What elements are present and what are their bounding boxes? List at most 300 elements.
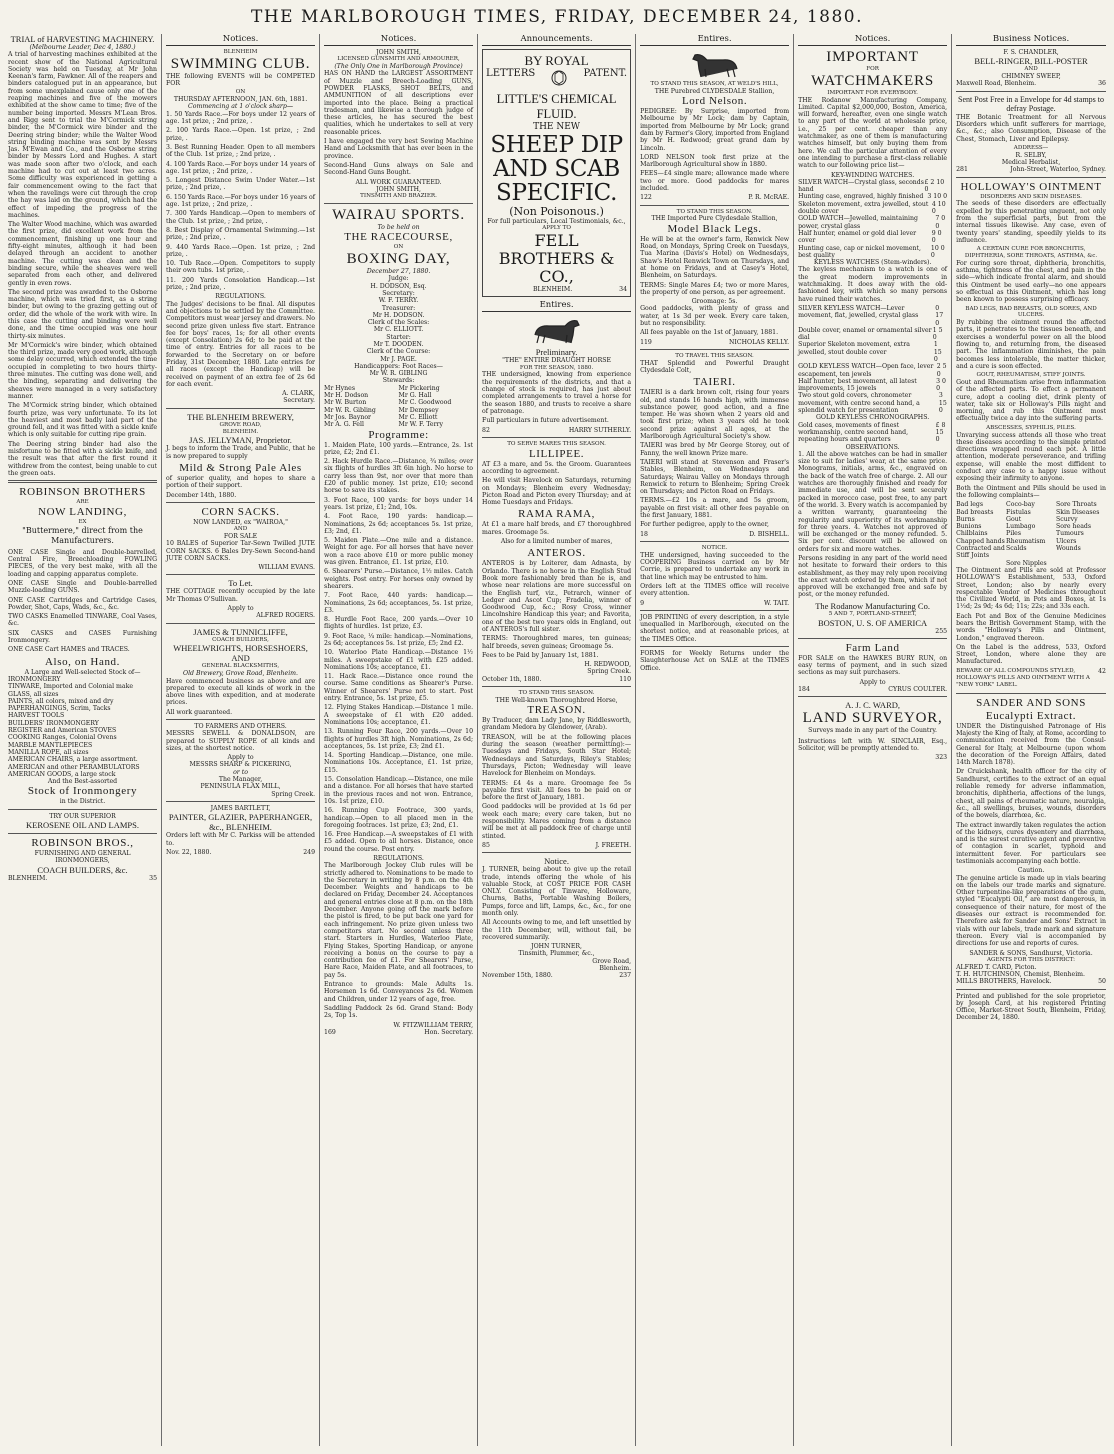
- taieri-text-3: TAIERI will stand at Stevenson and Fraser's Stables, Blenheim, on Wednesdays and Saturdays; Wairau Valley on Mondays through Renwick to return to Blenheim; Spring Creek on Thursdays; and Picton Road on Fridays.: [640, 458, 790, 496]
- stock-item: COOKING Ranges, Colonial Ovens: [8, 734, 117, 742]
- starter-label: Starter:: [386, 333, 411, 341]
- selby: R. SELBY,: [1015, 151, 1047, 159]
- complaint: Bad legs: [956, 501, 984, 509]
- price-row: [798, 179, 947, 194]
- rama-text: At £1 a mare half breds, and £7 thoroughbred mares. Groomage 5s.: [482, 521, 632, 536]
- maxwell-road: Maxwell Road, Blenheim.: [956, 80, 1037, 88]
- cure-text: For curing sore throat, diphtheria, bronchitis, asthma, tightness of the chest, and pain in the side—which indicate frontal alarm, and should this Ointment be used early—no one appears so effectual as this Ointment, which has long been known to possess surprising efficacy.: [956, 259, 1106, 304]
- price-value: 1 15 0: [933, 341, 942, 363]
- patronage-text: UNDER the Distinguished Patronage of His Majesty the King of Italy, at Rome, according to communication received from the Consul-General for Italy, at Melbourne (upon whom the decoration of the Foreign Affairs, dated 14th March 1878).: [956, 722, 1106, 767]
- sheep-dip-title: SHEEP DIP AND SCAB SPECIFIC.: [490, 132, 623, 206]
- agent: T. H. HUTCHINSON, Chemist, Blenheim.: [956, 970, 1086, 978]
- corn-seller: WILLIAM EVANS.: [258, 564, 316, 572]
- swim-event: 8. Best Display of Ornamental Swimming.—1st prize, ; 2nd prize, .: [166, 226, 316, 242]
- secondhand-text: Second-Hand Guns always on Sale and Second-Hand Guns Bought.: [324, 161, 474, 177]
- horse-icon: [527, 315, 587, 345]
- complaint: Sore Throats: [1056, 501, 1097, 509]
- judge-name: H. DODSON, Esq.: [370, 282, 427, 290]
- smith-name: JOHN SMITH,: [376, 49, 421, 56]
- model-black-legs-title: Model Black Legs.: [667, 222, 762, 235]
- complaint: Contracted and Stiff Joints: [956, 545, 1005, 560]
- turner-trade: Tinsmith, Plummer, &c.,: [518, 950, 595, 958]
- swim-intro: THE following EVENTS will be COMPETED FOR: [166, 72, 316, 88]
- john-street: John-Street, Waterloo, Sydney.: [1010, 166, 1106, 174]
- fell-advertisement: [482, 49, 631, 297]
- ales-heading: Mild & Strong Pale Ales: [179, 461, 302, 474]
- swim-event: 9. 440 Yards Race.—Open. 1st prize, ; 2nd prize, .: [166, 243, 316, 258]
- brewery-proprietor: JAS. JELLYMAN, Proprietor.: [189, 435, 292, 446]
- ad-number: 35: [149, 874, 158, 882]
- regulations-heading: REGULATIONS.: [373, 855, 424, 862]
- farmers-heading: TO FARMERS AND OTHERS.: [194, 722, 287, 730]
- race-item: 13. Running Four Race, 200 yards.—Over 10 flights of hurdles 3ft high. Nominations, 2s 6d; acceptances, 5s. 1st prize, £3; 2nd £1.: [324, 728, 474, 750]
- beware-text: BEWARE OF ALL COMPOUNDS STYLED, HOLLOWAY'S PILLS AND OINTMENT WITH A "NEW YORK" LABEL.: [956, 667, 1090, 689]
- orders-text: Orders left with Mr C. Parkiss will be attended to.: [166, 832, 316, 847]
- bell-ringer: BELL-RINGER, BILL-POSTER: [974, 56, 1088, 67]
- corn-text: 10 BALES of Superior Tar-Sewn Twilled JUTE CORN SACKS. 6 Bales Dry-Sewn Second-hand JUTE CORN SACKS.: [166, 540, 316, 562]
- complaint: Chilblains: [956, 530, 988, 538]
- surveys: Surveys made in any part of the Country.: [808, 727, 938, 735]
- column-heading: Entires.: [640, 34, 789, 46]
- price-item: GOLD WATCH—Jewelled, maintaining power, crystal glass: [798, 215, 918, 230]
- imported: THE Imported Pure Clydesdale Stallion,: [651, 215, 778, 223]
- the-entire: "THE" ENTIRE DRAUGHT HORSE: [502, 357, 612, 365]
- royal-arms-icon: [546, 68, 572, 92]
- race-item: 7. Foot Race, 440 yards: handicap.—Nominations, 2s 6d; acceptances, 5s. 1st prize, £3.: [324, 592, 474, 614]
- label-text: On the Label is the address, 533, Oxford Street, London, where alone they are Manufactured.: [956, 643, 1106, 666]
- rama-text-2: Also for a limited number of mares,: [500, 538, 613, 546]
- signature-title: Secretary.: [283, 397, 316, 405]
- blacksmiths: GENERAL BLACKSMITHS,: [201, 663, 280, 670]
- programme-heading: Programme:: [368, 428, 429, 441]
- treason-title: TREASON.: [527, 704, 586, 717]
- race-item: 12. Flying Stakes Handicap.—Distance 1 mile. A sweepstake of £1 with £20 added. Nominations 10s; acceptance, £1.: [324, 704, 474, 726]
- swim-date: THURSDAY AFTERNOON, JAN. 6th, 1881.: [173, 96, 308, 104]
- stock-item: REGISTER and American STOVES: [8, 727, 117, 735]
- race-item: 16. Free Handicap.—A sweepstakes of £1 with £5 added. Open to all horses. Distance, once round the course. Post entry.: [324, 831, 474, 853]
- handicappers-label: Handicappers: Foot Races—: [354, 362, 443, 370]
- date: October 1th, 1880.: [482, 675, 542, 683]
- stand-heading: TO STAND THIS SEASON.: [518, 690, 595, 697]
- swim-event: 2. 100 Yards Race.—Open. 1st prize, ; 2nd prize, .: [166, 127, 316, 142]
- swim-event: 4. 100 Yards Race.—For boys under 14 years of age. 1st prize, ; 2nd prize, .: [166, 160, 316, 175]
- taieri-title: TAIERI.: [693, 376, 736, 389]
- price-value: 0 17 0: [935, 304, 944, 327]
- steward: Mr Pickering: [398, 384, 440, 392]
- robinson-ex: EX: [78, 519, 87, 526]
- complaint: Sore heads: [1056, 523, 1092, 531]
- stock-item: AMERICAN CHAIRS, a large assortment.: [8, 756, 138, 764]
- corn-landed: NOW LANDED, ex "WAIROA,": [193, 518, 288, 526]
- bartlett-name: JAMES BARTLETT,: [210, 804, 271, 812]
- race-item: 14. Sporting Handicap.—Distance, one mile. Nominations 10s. Acceptance, £1. 1st prize, £15.: [324, 752, 474, 774]
- taieri-pedigree: For further pedigree, apply to the owner,: [640, 521, 769, 529]
- chandler: F. S. CHANDLER,: [1003, 49, 1059, 56]
- price-item: Half hunter, best movement, all latest improvements, 15 jewels: [798, 377, 917, 393]
- notice-heading: Notice.: [544, 856, 569, 867]
- entrance-fees: Entrance to grounds: Male Adults 1s. Horsemen 1s 6d. Conveyances 2s 6d. Women and Children, under 12 years of age, free.: [324, 981, 474, 1003]
- address-label: ADDRESS—: [1013, 144, 1049, 151]
- apply-to: Apply to: [227, 605, 254, 613]
- price-value: 1 5 0: [932, 326, 943, 342]
- race-item: 10. Waterloo Plate Handicap.—Distance 1½ miles. A sweepstake of £1 with £25 added. Nominations 10s; acceptance, £1.: [324, 649, 474, 671]
- price-row: [798, 201, 947, 216]
- column-3: [320, 34, 478, 1446]
- gout-heading: GOUT, RHEUMATISM, STIFF JOINTS.: [976, 372, 1086, 379]
- groomage: Groomage: 5s.: [691, 298, 738, 306]
- starter-name: Mr T. DOODEN.: [373, 341, 424, 348]
- article-title: TRIAL of HARVESTING MACHINERY.: [10, 34, 155, 44]
- coachbuilder-trade: COACH BUILDERS,: [212, 636, 269, 643]
- cure-heading: A CERTAIN CURE FOR BRONCHITIS, DIPHTHERIA, SORE THROATS, ASTHMA, &c.: [964, 246, 1098, 259]
- taieri-terms: TERMS.—£2 10s a mare, and 5s groom, payable on first visit: all other fees payable on the first January, 1881.: [640, 497, 790, 520]
- apply-label: APPLY TO: [542, 225, 571, 232]
- anteros-text: ANTEROS is by Loiterer, dam Adnasta, by Orlando. There is no horse in the English Stud Book more fashionably bred than he is, and whose near relations are more successful on the English turf, viz., Petrarch, winner of Ledger and Ascot Cup; Fradelia, winner of Goodwood Cup, &c.; Rosy Cross, winner Lincolnshire Handicap this year; and Favorita, one of the best two years olds in England, out of ANTEROS's full sister.: [482, 560, 632, 633]
- treasurer-name: Mr H. DODSON.: [372, 311, 425, 319]
- price-value: 2 5 0: [936, 363, 947, 378]
- price-value: 10 0 0: [930, 244, 945, 259]
- robinson-item: SIX CASKS and CASES Furnishing Ironmongery.: [8, 629, 158, 645]
- article-paragraph: The Walter Wood machine, which was awarded the first prize, did excellent work from the commencement, finishing up one hour and fifty-eight minutes, although it had been delayed through an accident to another machine. The cutting was clean and the binding secure, while the sheaves were well separated from each other, and delivered gently in even rows.: [8, 221, 158, 287]
- stock-item: MARBLE MANTLEPIECES: [8, 741, 93, 749]
- stock-item: AMERICAN and other PERAMBULATORS: [8, 763, 140, 771]
- terry-signature: W. FITZWILLIAM TERRY,: [393, 1021, 474, 1029]
- wairau-title: WAIRAU SPORTS.: [332, 206, 465, 223]
- masthead: THE MARLBOROUGH TIMES, FRIDAY, DECEMBER 24, 1880.: [250, 7, 864, 27]
- forms: FORMS for Weekly Returns under the Slaughterhouse Act on SALE at the TIMES Office.: [640, 650, 790, 672]
- corn-sacks-title: CORN SACKS.: [201, 505, 280, 518]
- important: IMPORTANT: [826, 49, 919, 65]
- robinson-landing: NOW LANDING,: [38, 506, 127, 519]
- stock-item: PAPERHANGINGS, Scrim, Tacks: [8, 705, 111, 713]
- complaint: Burns: [956, 515, 975, 523]
- ad-number: 169: [324, 1028, 336, 1036]
- particulars: For full particulars, Local Testimonials, &c.,: [487, 218, 626, 225]
- splendid: THAT Splendid and Powerful Draught Clydesdale Colt,: [640, 359, 790, 374]
- serve-heading: TO SERVE MARES THIS SEASON.: [507, 440, 606, 447]
- ad-number: 119: [640, 338, 652, 346]
- model-terms: TERMS: Single Mares £4; two or more Mares, the property of one person, as per agreement.: [640, 281, 790, 296]
- watchmakers: WATCHMAKERS: [811, 72, 935, 89]
- turner-text-2: All Accounts owing to me, and left unsettled by the 11th December, will, without fail, be recovered summarily.: [482, 919, 632, 941]
- cottage-text: THE COTTAGE recently occupied by the late Mr Thomas O'Sullivan.: [166, 588, 316, 603]
- steward: Mr H. Dodson: [324, 392, 369, 400]
- in-district: in the District.: [59, 798, 106, 806]
- robinson-place: BLENHEIM.: [8, 874, 48, 882]
- sewell-text: MESSRS SEWELL & DONALDSON, are prepared to SUPPLY ROPE of all kinds and sizes, at the shortest notice.: [166, 730, 316, 752]
- painter: PAINTER, GLAZIER, PAPERHANGER, &c., BLENHEIM.: [168, 812, 313, 833]
- rama-title: RAMA RAMA,: [518, 508, 595, 521]
- swim-event: 6. 150 Yards Race.—For boys under 16 years of age. 1st prize, ; 2nd prize, .: [166, 193, 316, 209]
- swim-commencing: Commencing at 1 o'clock sharp—: [188, 103, 294, 111]
- brewery-road: GROVE ROAD,: [219, 421, 262, 428]
- steward: Mr G. Hall: [398, 392, 432, 400]
- steward: Mr W. R. Gibling: [324, 406, 376, 414]
- race-item: 6. Shearers' Purse.—Distance, 1½ miles. Catch weights. Post entry. For horses only owned by shearers.: [324, 568, 474, 590]
- extract-text: The extract inwardly taken regulates the action of the kidneys, cures dysentery and diarrhœa, and is the surest curative agent and preventive of contagion in scarlet, typhoid and intermittent fever. For particulars see testimonials accompanying each bottle.: [956, 821, 1106, 865]
- price-item: SILVER KEYLESS WATCH—Lever movement, flat, jewelled, crystal glass: [798, 304, 919, 320]
- swim-event: 3. Best Running Header. Open to all members of the Club. 1st prize, ; 2nd prize, .: [166, 143, 316, 159]
- clerk-label: Clerk of the Scales:: [367, 319, 430, 327]
- tinsmith: TINSMITH AND BRAZIER.: [360, 193, 437, 200]
- race-item: 4. Foot Race, 190 yards: handicap.—Nominations, 2s 6d; acceptances 5s. 1st prize, £3; 2nd, £1.: [324, 513, 474, 535]
- robinson-item: ONE CASE Cartridges and Cartridge Cases, Powder, Shot, Caps, Wads, &c., &c.: [8, 596, 158, 611]
- taieri-text-2: TAIERI was bred by Mr George Storey, out of Fanny, the well known Prize mare.: [640, 442, 790, 457]
- sharp-pickering: MESSRS SHARP & PICKERING,: [189, 761, 292, 769]
- brewery-title: THE BLENHEIM BREWERY,: [187, 411, 294, 422]
- ad-number: 82: [482, 426, 490, 434]
- ward-name: A. J. C. WARD,: [845, 700, 901, 711]
- steward: Mr W. Burton: [324, 399, 367, 407]
- furnishing: FURNISHING AND GENERAL IRONMONGERS,: [34, 850, 131, 865]
- stewards-label: Stewards:: [382, 377, 415, 385]
- non-poisonous: (Non Poisonous.): [509, 205, 604, 218]
- assortment: And the Best-assorted: [47, 778, 118, 786]
- complaint: Bad breasts: [956, 508, 994, 516]
- clerk-name: Mr C. ELLIOTT.: [373, 326, 424, 334]
- complaint: Lumbago: [1006, 523, 1036, 531]
- by-royal: BY ROYAL: [524, 53, 589, 68]
- manager: The Manager,: [218, 776, 263, 784]
- ad-number: 50: [1098, 978, 1106, 986]
- lord-nelson-title: Lord Nelson.: [681, 95, 748, 108]
- stock-item: GLASS, all sizes: [8, 690, 59, 698]
- well-known: THE Well-known Thoroughbred Horse,: [495, 696, 618, 704]
- stand-heading-2: TO STAND THIS SEASON.: [676, 208, 753, 215]
- job-printing: JOB PRINTING of every description, in a style unequalled in Marlborough, executed on the shortest notice, and at reasonable prices, at the TIMES Office.: [640, 613, 790, 643]
- spring-creek: Spring Creek.: [587, 668, 632, 676]
- letters: LETTERS: [486, 68, 536, 79]
- race-item: 5. Maiden Plate.—One mile and a distance. Weight for age. For all horses that have never won a race above £10 or more public money was given. Entrance, £1. 1st prize, £10.: [324, 537, 474, 567]
- regulations-heading: REGULATIONS.: [215, 293, 266, 301]
- regulations-text: The Judges' decisions to be final. All disputes and objections to be settled by the Committee. Competitors must wear jersey and drawers. No second prize given unless five start. Entrance fee for boys' races, 1s; for all other events (except Consolation) 2s 6d; to be paid at the time of entry. Entries for all races to be forwarded to the Secretary on or before Friday, 31st December, 1880. Late entries for all races (except the Handicap) will be received on payment of an extra fee of 2s 6d for each event.: [166, 300, 316, 388]
- saddling-fees: Saddling Paddock 2s 6d. Grand Stand: Body 2s, Top 1s.: [324, 1004, 474, 1020]
- eucalypti-title: Eucalypti Extract.: [985, 709, 1077, 722]
- bad-legs-heading: BAD LEGS, BAD BREASTS, OLD SORES, AND ULCERS.: [965, 305, 1097, 319]
- race-item: 15. Consolation Handicap.—Distance, one mile and a distance. For all horses that have started in the previous races and not won. Entrance, 10s. 1st prize, £10.: [324, 776, 474, 805]
- complaint: Rheumatism: [1006, 537, 1046, 545]
- nelson-text: LORD NELSON took first prize at the Marlborough Agricultural show in 1880.: [640, 153, 790, 169]
- wheelwrights: WHEELWRIGHTS, HORSESHOERS, AND: [173, 643, 308, 664]
- racecourse: THE RACECOURSE,: [344, 231, 453, 244]
- race-item: 16. Running Cup Footrace, 300 yards, handicap.—Open to all placed men in the foregoing footraces. 1st prize, £3; 2nd, £1.: [324, 807, 474, 829]
- coach-builders: COACH BUILDERS, &c.: [37, 864, 128, 875]
- race-item: 11. Hack Race.—Distance once round the course. Same conditions as Shearer's Purse. Winner of Shearers' Purse not to start. Post entry. Entrance, 5s. 1st prize, £5.: [324, 673, 474, 703]
- price-row: [798, 363, 947, 378]
- robinson-are: ARE: [76, 499, 89, 506]
- brewery-town: BLENHEIM.: [222, 428, 259, 435]
- complaint: Piles: [1006, 530, 1022, 538]
- observations-heading: OBSERVATIONS.: [845, 443, 900, 451]
- gunsmith: LICENSED GUNSMITH AND ARMOURER,: [337, 56, 460, 63]
- column-heading: Business Notices.: [956, 34, 1106, 46]
- taieri-text: TAIERI is a dark brown colt, rising four years old, and stands 16 hands high, with immense substance power, good action, and a fine temper. He was shown when 2 years old and took first prize; when 3 years old he took second prize against all ages, at the Marlborough Agricultural Society's show.: [640, 389, 790, 441]
- column-2: [162, 34, 320, 1446]
- patent: PATENT.: [583, 68, 628, 79]
- to-let-title: To Let.: [228, 578, 253, 589]
- sutherly: HARRY SUTHERLY.: [568, 426, 632, 434]
- disorders-heading: DISORDERS AND SKIN DISEASES.: [980, 193, 1082, 200]
- complaint: Scalds: [1006, 545, 1027, 553]
- article-paragraph: The M'Cormick string binder, which obtained fourth prize, was very unfortunate. To its lot the heaviest and most badly laid part of the ground fell, and it was fitted with a sickle knife which is only suitable for cutting ripe grain.: [8, 402, 158, 439]
- observations-text: 1. All the above watches can be had in smaller size to suit for ladies' wear, at the same price. Monograms, initials, arms, &c., engraved on the back of the watch free of charge. 2. All our watches are thoroughly finished and ready for immediate use, and will be sent securely packed in morocco case, post free, to any part of the world. 3. Every watch is accompanied by a written warranty, guaranteeing the regularity and superiority of its workmanship for three years. 4. Watches not approved of will be exchanged or the money refunded. 5. Six per cent. discount will be allowed on orders for six and more watches.: [798, 450, 948, 553]
- price-item: Superior Skeleton movement, extra jewelled, stout double cover: [798, 341, 910, 356]
- smith-name-2: JOHN SMITH,: [376, 185, 421, 193]
- robinson-ship: "Buttermere," direct from the Manufacturers.: [22, 525, 143, 545]
- holloway-title: HOLLOWAY'S OINTMENT: [960, 180, 1102, 193]
- brewery-date: December 14th, 1880.: [166, 491, 237, 499]
- model-text: He will be at the owner's farm, Renwick New Road, on Mondays, Spring Creek on Tuesdays, Tua Marina (Davis's Hotel) on Wednesdays, Shaw's Hotel Renwick Town on Thursdays, and at home on Fridays, and at Casey's Hotel, Blenheim, on Saturdays.: [640, 235, 790, 280]
- cooper-text-2: Orders left at the TIMES office will receive every attention.: [640, 582, 790, 598]
- lillipee-text-2: He will visit Havelock on Saturdays, returning on Mondays; Blenheim every Wednesday; Picton Road and Picton every Thursday; and at Home Tuesdays and Fridays.: [482, 477, 632, 507]
- column-1: [4, 34, 162, 1446]
- purebred: THE Purebred CLYDESDALE Stallion,: [654, 87, 775, 95]
- stock-item: IRONMONGERY: [8, 675, 61, 683]
- race-item: 1. Maiden Plate, 100 yards.—Entrance, 2s. 1st prize, £2; 2nd £1.: [324, 441, 474, 456]
- column-heading: Announcements.: [482, 34, 631, 46]
- price-row: [798, 422, 947, 444]
- keyless-text: The keyless mechanism to a watch is one of the great modern improvements in watchmaking. It does away with the old-fashioned key, with which so many persons have ruined their watches.: [798, 266, 948, 303]
- steward: Mr Jos. Baynor: [324, 413, 372, 421]
- price-row: [798, 341, 947, 363]
- holloway-text: The seeds of these disorders are effectually expelled by this penetrating unguent, not only from the superficial parts, but from the internal tissues likewise. Any case, even of twenty years' standing, speedily yields to its influence.: [956, 200, 1106, 244]
- price-item: Half hunter, enamel or gold dial lever cover: [798, 229, 917, 245]
- sander-sons: SANDER & SONS, Sandhurst, Victoria.: [969, 949, 1093, 957]
- stock-item: TINWARE, Imported and Colonial make: [8, 683, 133, 691]
- for: FOR: [866, 66, 879, 72]
- duty-text: Each Pot and Box of the Genuine Medicines bears the British Government Stamp, with the words "Holloway's Pills and Ointment, London," engraved thereon.: [956, 612, 1106, 642]
- price-value: 3 15 0: [938, 392, 947, 415]
- treason-text-2: TREASON, will be at the following places during the season (weather permitting):—Tuesdays and Fridays, South Star Hotel; Wednesdays and Saturdays, Riley's Stables; Thursdays, Picton; Wednesday will leave Havelock for Blenheim on Mondays.: [482, 733, 632, 778]
- payable: All fees payable on the 1st of January, 1881.: [640, 329, 779, 337]
- held-on: To be held on: [377, 223, 420, 231]
- robinson-item: ONE CASE Single and Double-barrelled, Central Fire, Breechloading FOWLING PIECES, of the very best make, with all the loading and capping apparatus complete.: [8, 548, 158, 578]
- robinson-item: TWO CASKS Enamelled TINWARE, Coal Vases, &c.: [8, 613, 158, 628]
- race-date: December 27, 1880.: [366, 268, 431, 276]
- agent: MILLS BROTHERS, Havelock.: [956, 978, 1052, 986]
- column-heading: Notices.: [798, 34, 947, 46]
- price-item: Hunting case, cap or nickel movement, best quality: [798, 244, 921, 259]
- steward: Mr C. Goodwood: [398, 399, 452, 407]
- distance-text: Persons residing in any part of the world need not hesitate to forward their orders to this establishment, as they may rely upon receiving the exact watch ordered by them, which if not approved will be exchanged free and safe by post, or the money refunded.: [798, 555, 948, 599]
- swim-on: ON: [235, 89, 246, 96]
- anteros-title: ANTEROS.: [527, 547, 586, 560]
- ad-number: 122: [640, 194, 652, 202]
- ad-number: 184: [798, 686, 810, 694]
- turner-town: Blenheim.: [599, 965, 632, 973]
- only-one: (The Only One in Marlborough Province): [334, 63, 463, 71]
- race-item: 8. Hurdle Foot Race, 200 yards.—Over 10 flights of hurdles. 1st prize, £3.: [324, 616, 474, 631]
- lillipee-text: AT £3 a mare, and 5s. the Groom. Guarantees according to agreement.: [482, 460, 632, 475]
- horse-icon: [685, 49, 745, 79]
- signature: A. CLARK,: [282, 390, 316, 398]
- little-chemical-fluid: LITTLE'S CHEMICAL FLUID.: [496, 92, 617, 121]
- mcrae: P. R. McRAE.: [748, 194, 790, 202]
- preliminary: Preliminary.: [535, 347, 578, 358]
- ad-number: 9: [640, 599, 644, 607]
- swim-event: 1. 50 Yards Race.—For boys under 12 years of age. 1st prize, ; 2nd prize, .: [166, 110, 316, 126]
- course-name: Mr J. PAGE.: [380, 355, 417, 363]
- price-value: £ 2 10 0: [924, 178, 945, 194]
- robinson-item: ONE CASE Cart HAMES and TRACES.: [8, 646, 130, 654]
- also-text: A Large and Well-selected Stock of—: [24, 668, 141, 676]
- date: Nov. 22, 1880.: [166, 848, 212, 856]
- complaint: Scurvy: [1056, 515, 1078, 523]
- ad-number: 85: [482, 841, 490, 849]
- price-row: [798, 215, 947, 230]
- price-item: Hunting case, engraved, highly finished: [798, 193, 924, 201]
- column-6: [794, 34, 952, 1446]
- ad-number: 42: [1098, 667, 1106, 675]
- stand-heading: TO STAND THIS SEASON, AT WELD'S HILL,: [650, 81, 779, 87]
- ad-number: 237: [619, 972, 632, 980]
- important-everybody: IMPORTANT FOR EVERYBODY.: [827, 89, 918, 96]
- column-5: [636, 34, 794, 1446]
- ad-number: 110: [619, 675, 632, 683]
- complaint: Coco-bay: [1006, 501, 1035, 509]
- price-value: 3 0 0: [936, 377, 946, 393]
- price-item: SILVER WATCH—Crystal glass, seconds hand: [798, 178, 924, 194]
- keyless-heading: KEYLESS WATCHES (Stem-winders).: [813, 259, 932, 267]
- ad-number: 36: [1098, 80, 1106, 88]
- sent-post: Sent Post Free in a Envelope for 4d stamps to defray Postage.: [958, 94, 1105, 114]
- column-heading: Notices.: [324, 34, 473, 46]
- kerosene: KEROSENE OIL AND LAMPS.: [25, 820, 140, 831]
- agent: ALFRED T. CARD, Picton.: [956, 963, 1037, 971]
- complaint: Bunions: [956, 523, 982, 531]
- guarantee: ALL WORK GUARANTEED.: [355, 178, 442, 186]
- coulter: CYRUS COULTER.: [888, 686, 948, 694]
- stock-heading: Stock of Ironmongery: [27, 785, 138, 798]
- caution-heading: Caution.: [1017, 867, 1045, 875]
- herbalist: Medical Herbalist,: [1001, 158, 1061, 166]
- sander-title: SANDER AND SONS: [976, 696, 1086, 709]
- complaints-list: [956, 501, 1106, 567]
- sec-name: W. F. TERRY.: [378, 297, 419, 305]
- price-item: GOLD KEYLESS WATCH—Open face, lever escapement, ten jewels: [798, 363, 934, 378]
- farm-text: FOR SALE on the HAWKES BURY RUN, on easy terms of payment, and in such sized sections as may suit purchasers.: [798, 654, 948, 677]
- cottage-agent: ALFRED ROGERS.: [256, 612, 316, 620]
- keywinding-heading: KEY-WINDING WATCHES.: [830, 171, 915, 179]
- abscess-heading: ABSCESSES, SYPHILIS, PILES.: [986, 424, 1076, 431]
- brewery-text: J. begs to inform the Trade, and Public, that he is now prepared to supply: [166, 445, 316, 460]
- complaint: Fistulas: [1006, 508, 1031, 516]
- price-row: [798, 230, 947, 245]
- price-row: [798, 305, 947, 327]
- travel-heading: TO TRAVEL THIS SEASON.: [675, 352, 754, 359]
- complaint: Skin Diseases: [1056, 508, 1100, 516]
- lillipee-title: LILLIPEE.: [528, 447, 585, 460]
- nicholas-kelly: NICHOLAS KELLY.: [729, 338, 790, 346]
- farm-land-title: Farm Land: [845, 641, 900, 654]
- ad-number: 18: [640, 530, 648, 538]
- article-source: (Melbourne Leader, Dec 4, 1880.): [29, 44, 136, 51]
- tait: W. TAIT.: [763, 599, 790, 607]
- steward: Mr C. Elliott: [398, 413, 438, 421]
- instructions: Instructions left with W. SINCLAIR, Esq., Solicitor, will be promptly attended to.: [798, 737, 948, 752]
- price-row: [798, 392, 947, 414]
- ad-number: 249: [303, 848, 316, 856]
- price-row: [798, 193, 947, 200]
- cooper-text: THE undersigned, having succeeded to the COOPERING Business carried on by Mr Corrie, is prepared to undertake any work in that line which may be entrusted to him.: [640, 551, 790, 581]
- complaint: Gout: [1006, 515, 1022, 523]
- ad-number: 34: [619, 286, 628, 294]
- treason-terms: TERMS: £4 4s a mare. Groomage fee 5s payable first visit. All fees to be paid on or before the first of January, 1881.: [482, 779, 632, 802]
- caution-text: The genuine article is made up in vials bearing on the labels our trade marks and signature. Other turpentine-like preparations of the gum, styled "Eucalypti Oil," are most dangerous, in consequence of their nature, for most of the diseases our extract is recommended for. Therefore ask for Sander and Sons' Extract in vials with our labels, trade mark and signature thereon. Every vial is accompanied by directions for use and reports of cures.: [956, 874, 1106, 948]
- swimming-club-title: SWIMMING CLUB.: [170, 55, 311, 72]
- steward: Mr Dempsey: [398, 406, 439, 414]
- price-item: Double cover, enamel or ornamental silver dial: [798, 326, 932, 342]
